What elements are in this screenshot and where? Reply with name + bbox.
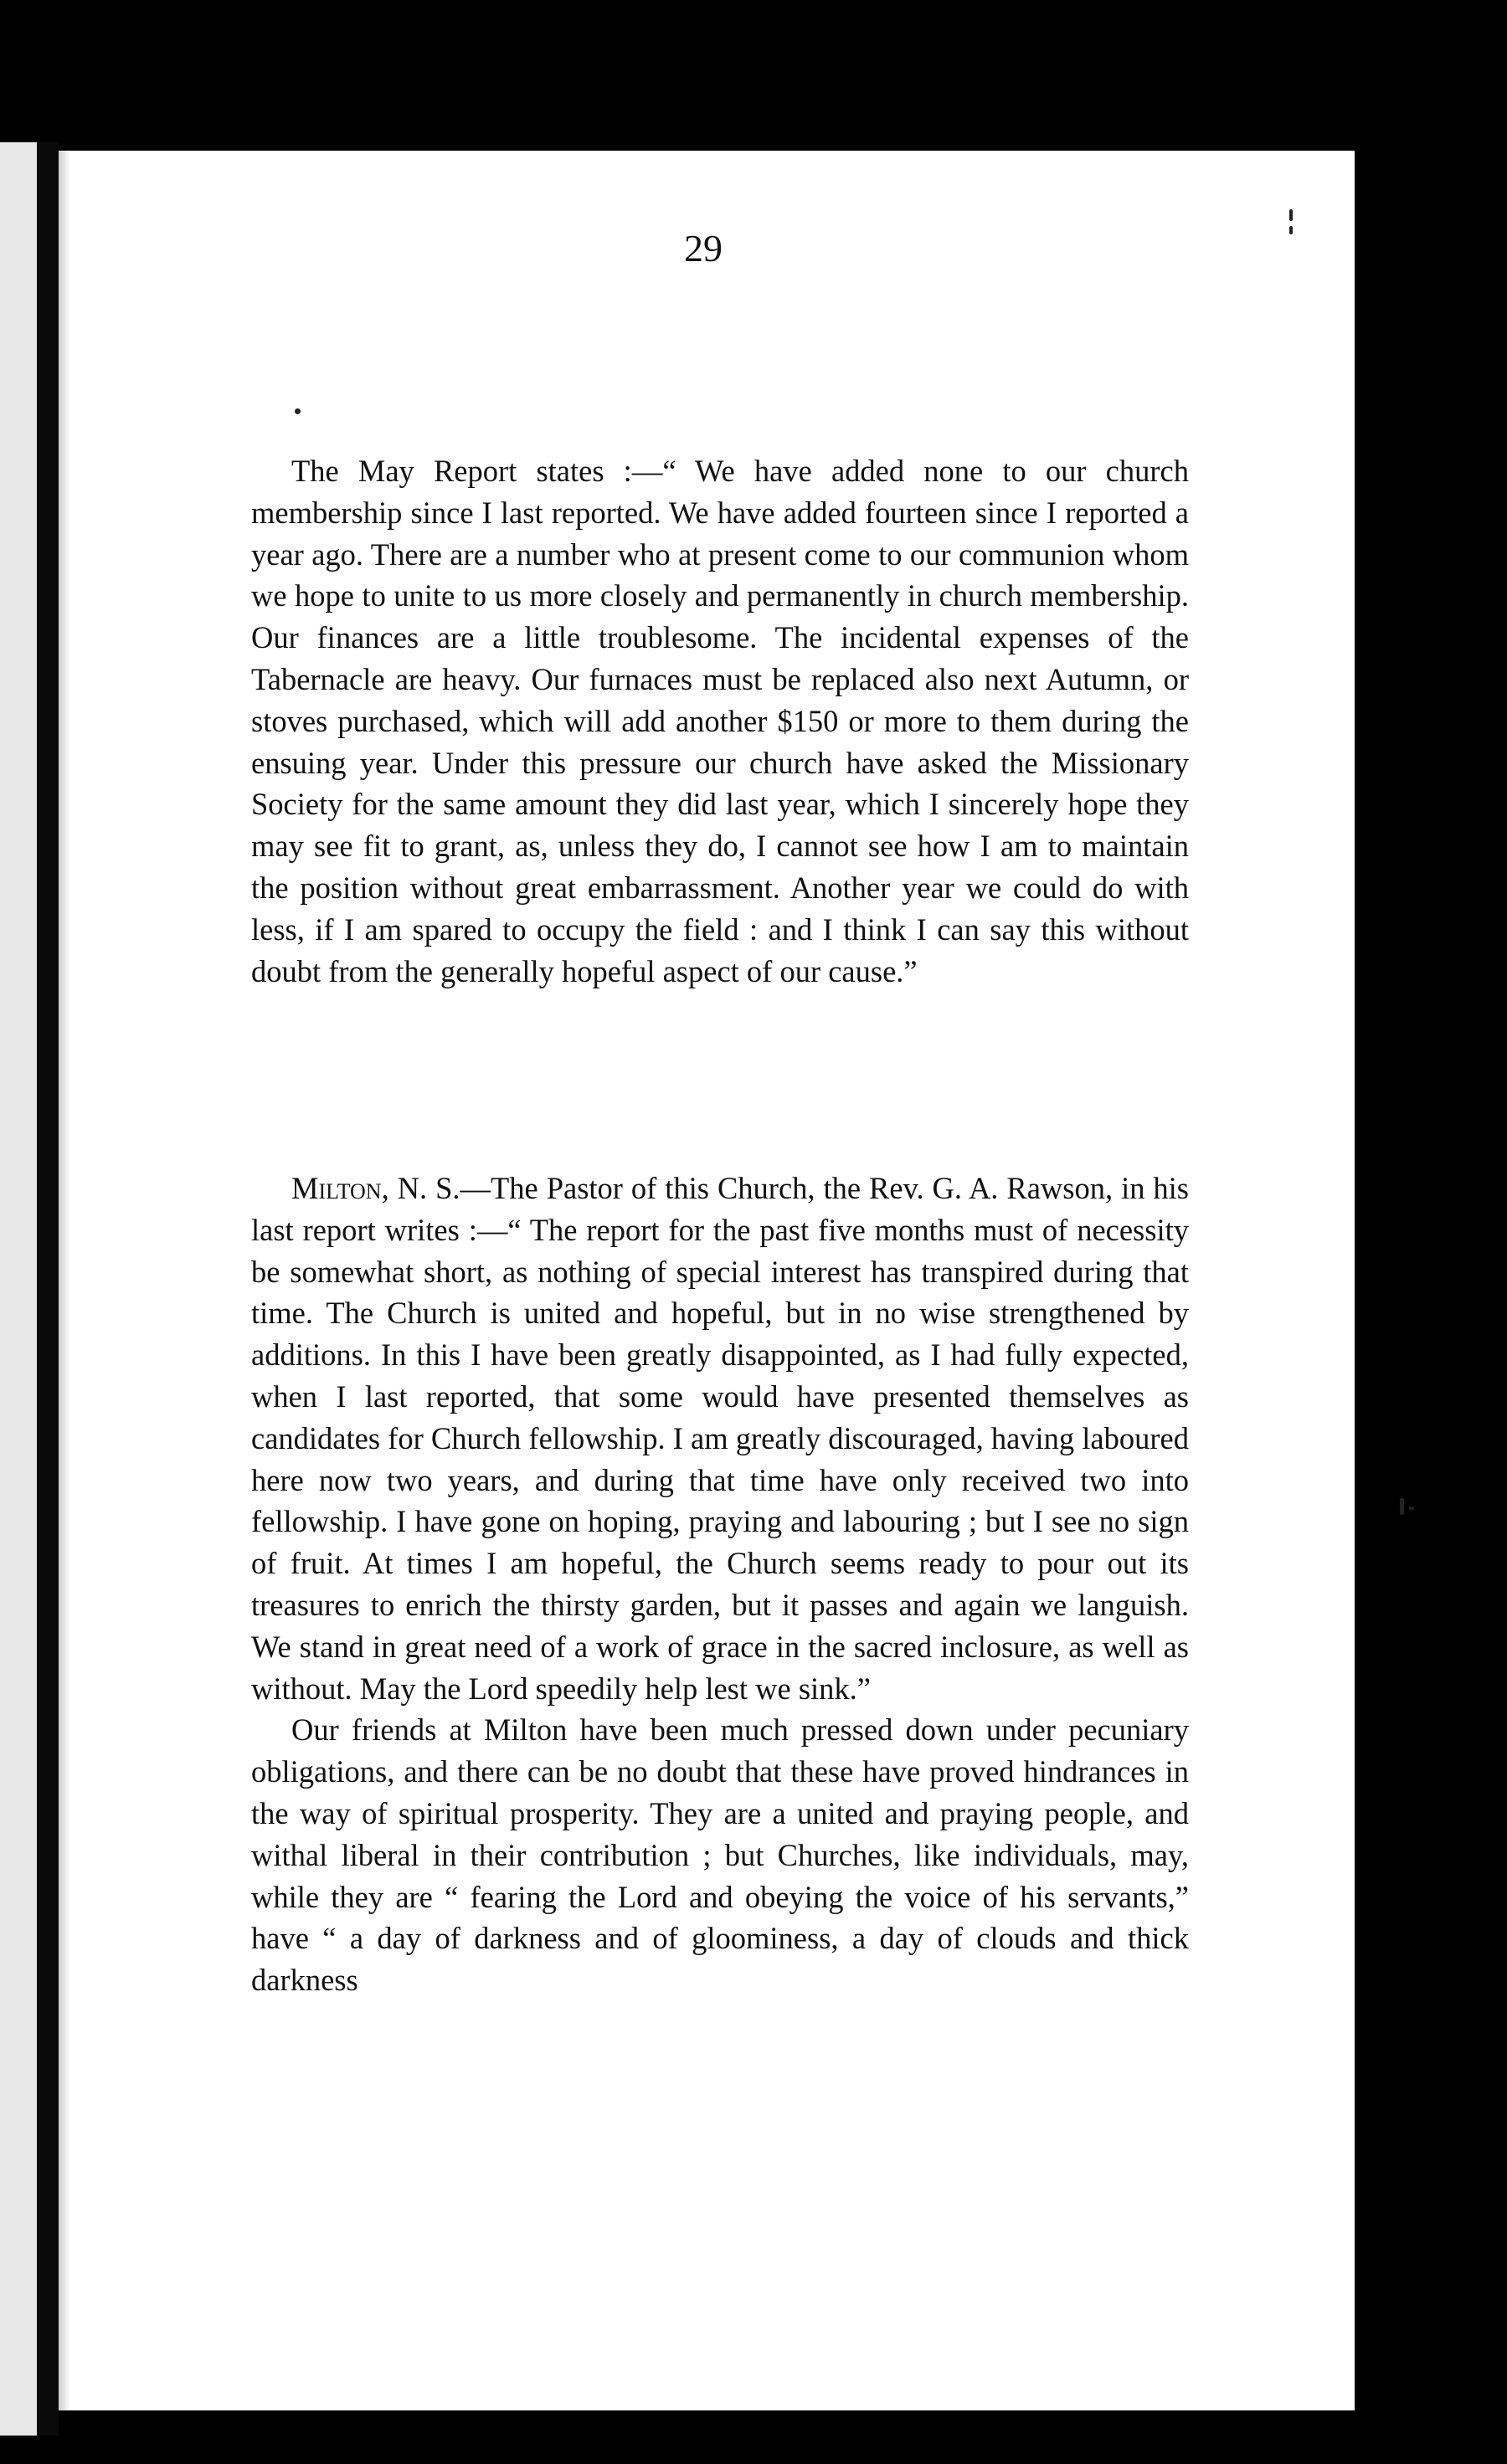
- stray-ink-dot: [1400, 1498, 1404, 1515]
- body-text-bottom: [251, 1168, 1189, 2001]
- gutter-shadow: [59, 151, 70, 2410]
- stray-ink-dot: [1409, 1507, 1414, 1510]
- facing-page-edge: [0, 142, 37, 2436]
- paragraph-milton-friends: Our friends at Milton have been much pressed down under pecuniary obligations, and there can be no doubt that these have proved hindrances in the way of spiritual prosperity. They are a united and praying people, and withal liberal in their contribution ; but Churches, like individuals, may, while they are “ fearing the Lord and obeying the voice of his servants,” have “ a day of darkness and of gloominess, a day of clouds and thick darkness: [251, 1712, 1189, 1998]
- paragraph-may-report: The May Report states :—“ We have added none to our church membership since I last reported. We have added fourteen since I reported a year ago. There are a number who at present come to our communion whom we hope to unite to us more closely and permanently in church membership. Our finances are a little troublesome. The incidental expenses of the Tabernacle are heavy. Our furnaces must be replaced also next Autumn, or stoves purchased, which will add another $150 or more to them during the ensuing year. Under this pressure our church have asked the Missionary Society for the same amount they did last year, which I sincerely hope they may see fit to grant, as, unless they do, I cannot see how I am to maintain the position without great embarrassment. Another year we could do with less, if I am spared to occupy the field : and I think I can say this without doubt from the generally hopeful aspect of our cause.”: [251, 454, 1189, 988]
- page-number: 29: [684, 227, 723, 270]
- stray-ink-dot: [295, 408, 301, 414]
- stray-ink-dot: [1289, 209, 1293, 221]
- paragraph-milton-text: , N. S.—The Pastor of this Church, the Rev. G. A. Rawson, in his last report writes :—“ The report for the past five months must of necessity be somewhat short, as nothing of special interest has transpired during that time. The Church is united and hopeful, but in no wise strengthened by additions. In this I have been greatly disappointed, as I had fully expected, when I last reported, that some would have presented themselves as candidates for Church fellowship. I am greatly discouraged, having laboured here now two years, and during that time have only received two into fellowship. I have gone on hoping, praying and labouring ; but I see no sign of fruit. At times I am hopeful, the Church seems ready to pour out its treasures to enrich the thirsty garden, but it passes and again we languish. We stand in great need of a work of grace in the sacred inclosure, as well as without. May the Lord speedily help lest we sink.”: [251, 1171, 1189, 1706]
- place-name-milton: Milton: [291, 1171, 382, 1205]
- binding-gutter: [37, 142, 59, 2436]
- body-text-top: [251, 450, 1189, 992]
- stray-ink-dot: [1289, 226, 1293, 234]
- paragraph-milton-report: [251, 1168, 1189, 1709]
